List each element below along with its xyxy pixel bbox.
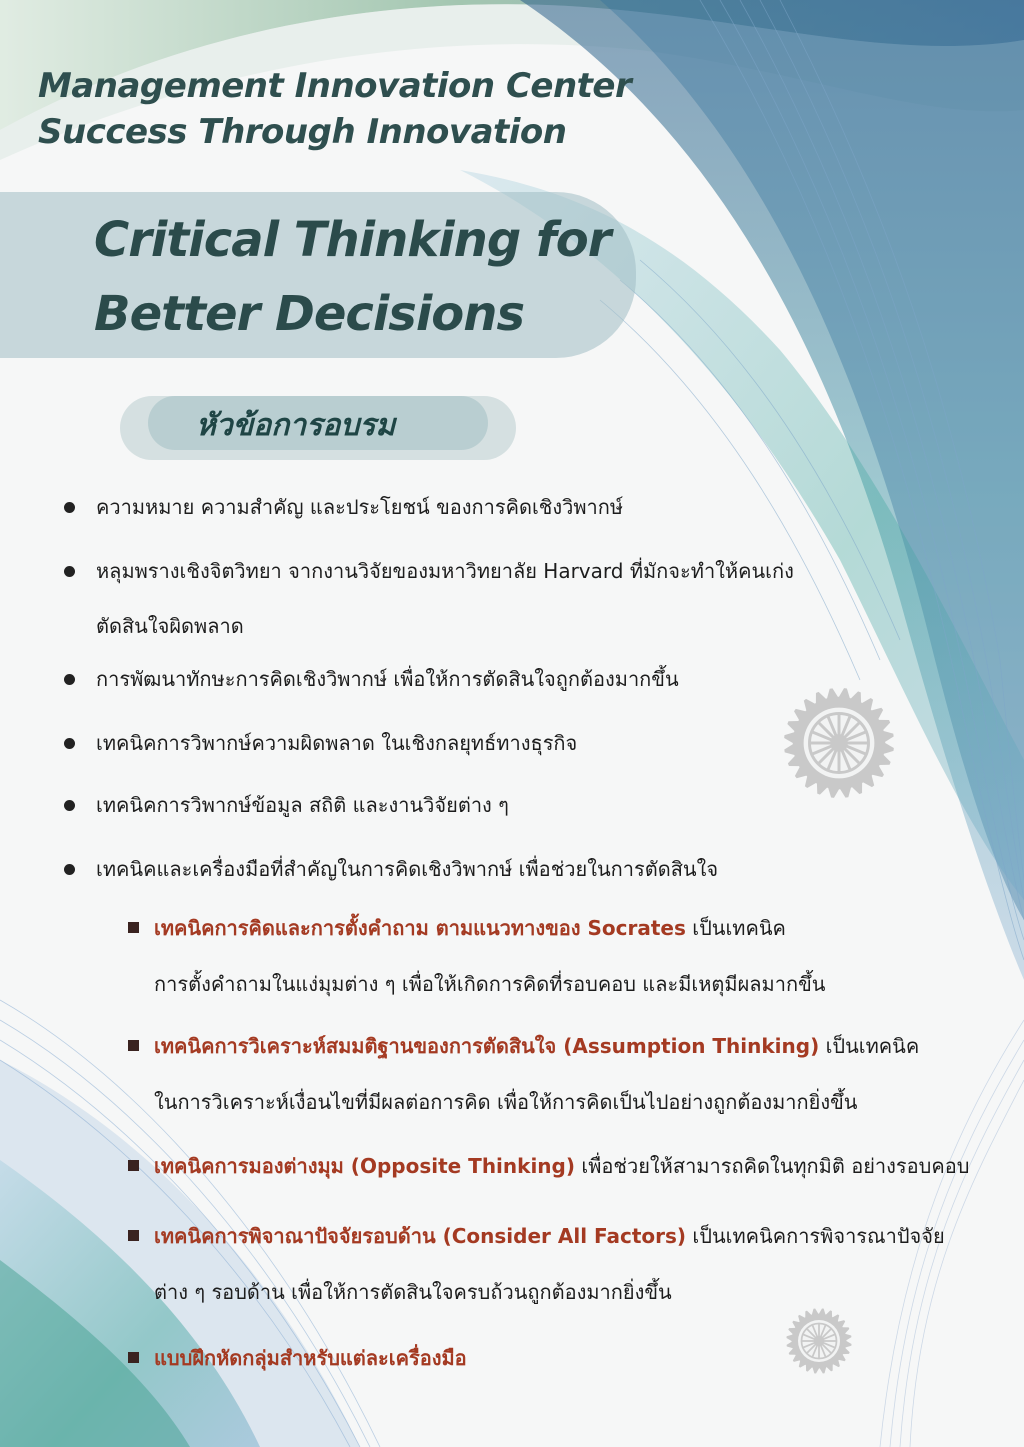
header-org-name: Management Innovation Center bbox=[38, 66, 632, 106]
bullet-marker bbox=[64, 566, 75, 577]
bullet-marker bbox=[64, 674, 75, 685]
bullet-marker bbox=[64, 864, 75, 875]
sub-item-highlight: เทคนิคการคิดและการตั้งคำถาม ตามแนวทางของ Socrates bbox=[154, 916, 686, 940]
page-title-line1: Critical Thinking for bbox=[94, 212, 611, 268]
bullet-marker bbox=[64, 738, 75, 749]
sub-bullet-marker bbox=[128, 922, 139, 933]
header-tagline: Success Through Innovation bbox=[38, 112, 567, 152]
sub-item-highlight: แบบฝึกหัดกลุ่มสำหรับแต่ละเครื่องมือ bbox=[154, 1346, 467, 1370]
sub-bullet-marker bbox=[128, 1040, 139, 1051]
sub-bullet-marker bbox=[128, 1352, 139, 1363]
sub-bullet-marker bbox=[128, 1230, 139, 1241]
sub-item bbox=[154, 1030, 919, 1062]
list-item-continuation: ตัดสินใจผิดพลาด bbox=[96, 614, 244, 638]
gear-icon bbox=[784, 1306, 854, 1376]
sub-item bbox=[154, 1220, 945, 1252]
sub-item bbox=[154, 912, 786, 944]
sub-item-highlight: เทคนิคการมองต่างมุม (Opposite Thinking) bbox=[154, 1154, 575, 1178]
sub-item-continuation: ในการวิเคราะห์เงื่อนไขที่มีผลต่อการคิด เพื่อให้การคิดเป็นไปอย่างถูกต้องมากยิ่งขึ้น bbox=[154, 1090, 858, 1114]
bullet-marker bbox=[64, 502, 75, 513]
gear-icon bbox=[780, 684, 898, 802]
list-item: เทคนิคและเครื่องมือที่สำคัญในการคิดเชิงวิพากษ์ เพื่อช่วยในการตัดสินใจ bbox=[96, 857, 719, 881]
sub-item-highlight: เทคนิคการพิจาณาปัจจัยรอบด้าน (Consider All Factors) bbox=[154, 1224, 687, 1248]
section-title: หัวข้อการอบรม bbox=[196, 408, 396, 443]
list-item: เทคนิคการวิพากษ์ข้อมูล สถิติ และงานวิจัยต่าง ๆ bbox=[96, 793, 509, 817]
sub-item-text: เพื่อช่วยให้สามารถคิดในทุกมิติ อย่างรอบคอบ bbox=[575, 1154, 970, 1178]
bullet-marker bbox=[64, 800, 75, 811]
list-item: หลุมพรางเชิงจิตวิทยา จากงานวิจัยของมหาวิทยาลัย Harvard ที่มักจะทำให้คนเก่ง bbox=[96, 559, 794, 583]
page-title-line2: Better Decisions bbox=[94, 286, 525, 342]
sub-item bbox=[154, 1150, 969, 1182]
sub-item-continuation: การตั้งคำถามในแง่มุมต่าง ๆ เพื่อให้เกิดการคิดที่รอบคอบ และมีเหตุมีผลมากขึ้น bbox=[154, 972, 826, 996]
sub-item-text: เป็นเทคนิค bbox=[819, 1034, 920, 1058]
sub-item-continuation: ต่าง ๆ รอบด้าน เพื่อให้การตัดสินใจครบถ้วนถูกต้องมากยิ่งขึ้น bbox=[154, 1280, 672, 1304]
list-item: การพัฒนาทักษะการคิดเชิงวิพากษ์ เพื่อให้การตัดสินใจถูกต้องมากขึ้น bbox=[96, 667, 679, 691]
sub-item bbox=[154, 1342, 467, 1374]
list-item: เทคนิคการวิพากษ์ความผิดพลาด ในเชิงกลยุทธ์ทางธุรกิจ bbox=[96, 731, 578, 755]
sub-item-text: เป็นเทคนิคการพิจารณาปัจจัย bbox=[686, 1224, 945, 1248]
list-item: ความหมาย ความสำคัญ และประโยชน์ ของการคิดเชิงวิพากษ์ bbox=[96, 495, 624, 519]
sub-item-highlight: เทคนิคการวิเคราะห์สมมติฐานของการตัดสินใจ (Assumption Thinking) bbox=[154, 1034, 820, 1058]
sub-bullet-marker bbox=[128, 1160, 139, 1171]
sub-item-text: เป็นเทคนิค bbox=[685, 916, 786, 940]
